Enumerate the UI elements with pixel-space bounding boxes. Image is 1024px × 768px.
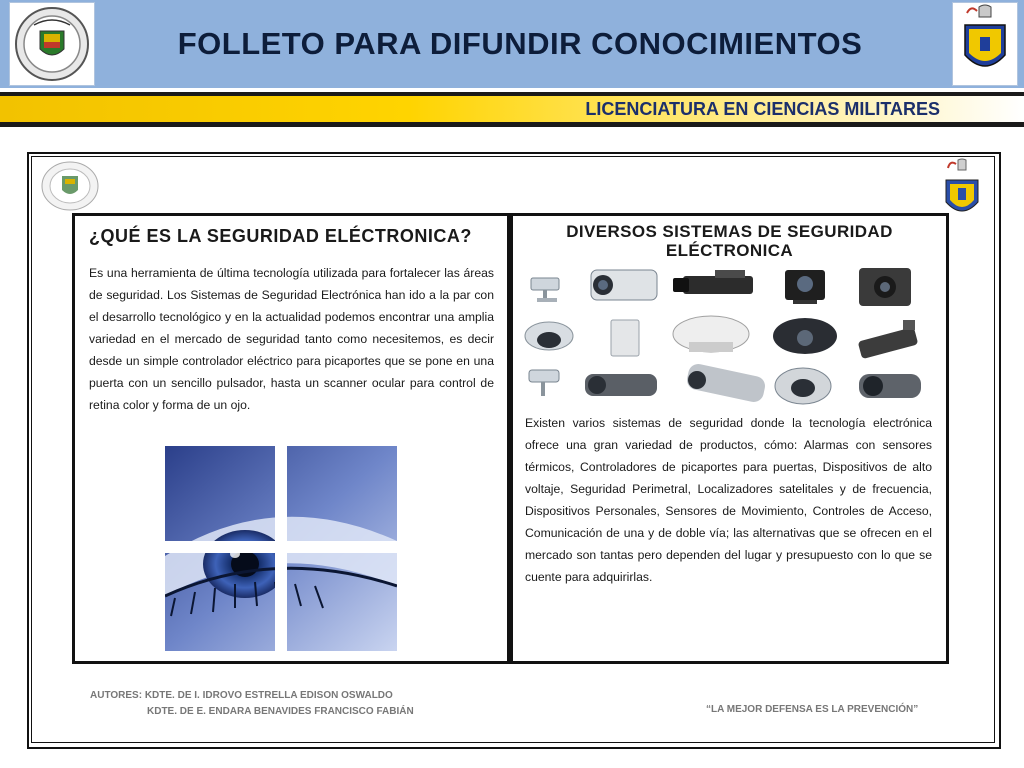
- right-logo: [952, 2, 1018, 86]
- left-panel-title: ¿QUÉ ES LA SEGURIDAD ELÉCTRONICA?: [89, 226, 472, 246]
- subtitle: LICENCIATURA EN CIENCIAS MILITARES: [585, 99, 940, 119]
- motto: “LA MEJOR DEFENSA ES LA PREVENCIÓN”: [706, 704, 919, 715]
- camera-4: [785, 270, 825, 304]
- right-panel-body: Existen varios sistemas de seguridad donde la tecnología electrónica ofrece una gran variedad de productos, cómo: Alarmas con sensores térmicos, Controladores de picaportes para puertas, Dispositivos de alto voltaje, Seguridad Perimetral, Localizadores satelitales y de frecuencia, Dispositivos Personales, Sensores de Movimiento, Controles de Acceso, Comunicación de una y de doble vía; las alternativas que se ofrecen en el mercado son tantas pero dependen del lugar y presupuesto con lo que se cuente para adquirirlas.: [525, 416, 932, 584]
- right-panel: [510, 213, 949, 664]
- military-school-crest-icon: [10, 3, 94, 85]
- camera-6: [525, 322, 573, 350]
- camera-7: [611, 320, 639, 356]
- eye-retina-image: [165, 446, 397, 651]
- authors-credit: [90, 688, 414, 720]
- camera-2: [591, 270, 657, 300]
- band-bottom-rule: [0, 122, 1024, 127]
- camera-9: [773, 318, 837, 354]
- left-panel-body: Es una herramienta de última tecnología utilizada para fortalecer las áreas de seguridad. Los Sistemas de Seguridad Electrónica han ido a la par con el desarrollo tecnológico y en la actualidad podemos encontrar una amplia variedad en el mercado de seguridad tanto como necesitemos, es decir desde un simple controlador eléctrico para picaportes que se pone en una puerta con un sencillo pulsador, hasta un scanner ocular para control de retina color y forma de un ojo.: [89, 266, 494, 412]
- camera-1: [531, 278, 559, 302]
- camera-3: [673, 270, 753, 294]
- security-cameras-grid-image: [523, 264, 935, 410]
- right-panel-title: DIVERSOS SISTEMAS DE SEGURIDAD ELÉCTRONICA: [566, 222, 893, 260]
- camera-11: [529, 370, 559, 396]
- camera-8: [673, 316, 749, 352]
- school-emblem-icon: [40, 160, 100, 212]
- knight-helmet-shield-icon: [953, 3, 1017, 85]
- camera-12: [585, 374, 657, 396]
- left-panel: [72, 213, 510, 664]
- camera-14: [775, 368, 831, 404]
- authors-line-1: AUTORES: KDTE. DE I. IDROVO ESTRELLA EDISON OSWALDO: [90, 690, 393, 701]
- left-logo: [9, 2, 95, 86]
- camera-15: [859, 374, 921, 398]
- camera-10: [858, 320, 919, 359]
- camera-13: [685, 362, 767, 404]
- page-title: FOLLETO PARA DIFUNDIR CONOCIMIENTOS: [177, 26, 863, 61]
- authors-line-2: KDTE. DE E. ENDARA BENAVIDES FRANCISCO FABIÁN: [147, 706, 414, 717]
- camera-5: [859, 268, 911, 306]
